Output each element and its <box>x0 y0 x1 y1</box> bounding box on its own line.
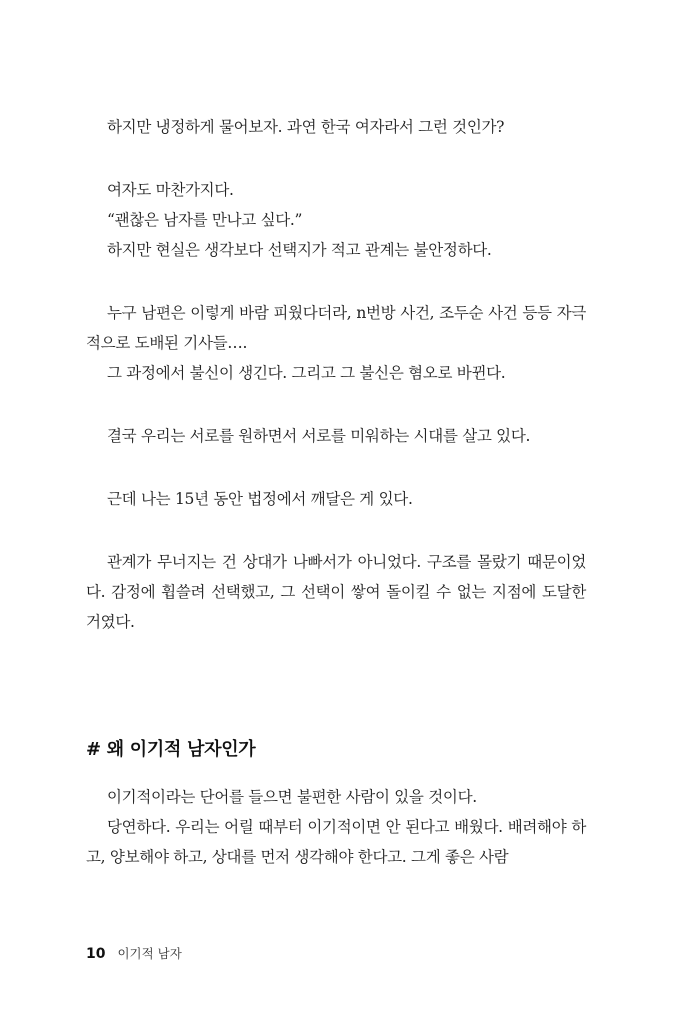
paragraph-line: 이기적이라는 단어를 들으면 불편한 사람이 있을 것이다. <box>107 788 477 806</box>
running-title: 이기적 남자 <box>117 946 182 961</box>
page-footer <box>86 944 182 962</box>
page-number: 10 <box>86 946 106 962</box>
paragraph-line: “괜찮은 남자를 만나고 싶다.” <box>107 211 303 229</box>
paragraph: 근데 나는 15년 동안 법정에서 깨달은 게 있다. <box>107 490 413 508</box>
paragraph-line: 여자도 마찬가지다. <box>107 181 234 199</box>
paragraph-line: 그 과정에서 불신이 생긴다. 그리고 그 불신은 혐오로 바뀐다. <box>107 364 506 382</box>
paragraph: 결국 우리는 서로를 원하면서 서로를 미워하는 시대를 살고 있다. <box>107 427 531 445</box>
paragraph: 관계가 무너지는 건 상대가 나빠서가 아니었다. 구조를 몰랐기 때문이었다. 감정에 휩쓸려 선택했고, 그 선택이 쌓여 돌이킬 수 없는 지점에 도달한 거였다. <box>86 553 586 631</box>
section-heading: # 왜 이기적 남자인가 <box>86 739 256 760</box>
body-text-section <box>86 782 586 872</box>
paragraph-line: 하지만 현실은 생각보다 선택지가 적고 관계는 불안정하다. <box>107 241 492 259</box>
paragraph: 하지만 냉정하게 물어보자. 과연 한국 여자라서 그런 것인가? <box>107 118 505 136</box>
paragraph: 당연하다. 우리는 어릴 때부터 이기적이면 안 된다고 배웠다. 배려해야 하고, 양보해야 하고, 상대를 먼저 생각해야 한다고. 그게 좋은 사람 <box>86 818 586 866</box>
paragraph: 누구 남편은 이렇게 바람 피웠다더라, n번방 사건, 조두순 사건 등등 자극적으로 도배된 기사들…. <box>86 304 586 352</box>
body-text-top <box>86 112 586 637</box>
